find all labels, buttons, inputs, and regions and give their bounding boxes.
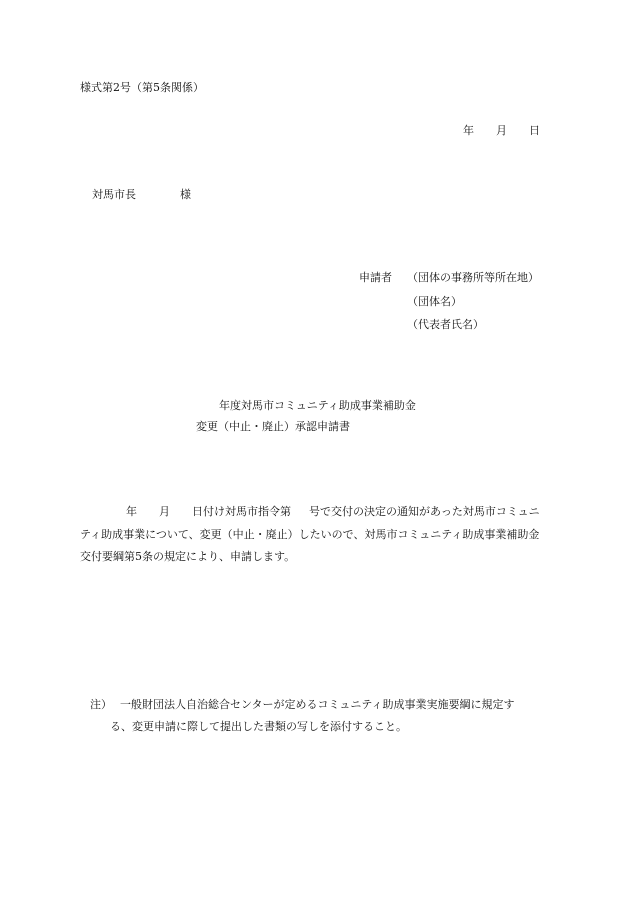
note <box>90 694 550 738</box>
form-number: 様式第2号（第5条関係） <box>80 81 204 94</box>
addressee-name: 対馬市長 <box>92 188 136 201</box>
note-line2: る、変更申請に際して提出した書類の写しを添付すること。 <box>110 720 407 733</box>
body-month: 月 <box>159 505 170 518</box>
applicant-field-representative: （代表者氏名） <box>407 318 484 331</box>
addressee-honorific: 様 <box>180 188 191 201</box>
applicant-label: 申請者 <box>359 271 392 284</box>
applicant-field-organization: （団体名） <box>407 294 462 308</box>
date-day: 日 <box>529 124 540 137</box>
applicant-field-address: （団体の事務所等所在地） <box>407 271 539 284</box>
note-line1: 一般財団法人自治総合センターが定めるコミュニティ助成事業実施要綱に規定す <box>120 698 515 711</box>
document-title-line2: 変更（中止・廃止）承認申請書 <box>196 420 350 433</box>
body-part1: 日付け対馬市指令第 <box>192 505 291 518</box>
document-title-line1: 年度対馬市コミュニティ助成事業補助金 <box>219 399 416 412</box>
addressee <box>92 188 191 202</box>
date-line <box>463 124 540 138</box>
body-year: 年 <box>126 505 137 518</box>
date-month: 月 <box>496 124 507 137</box>
applicant-fields <box>407 271 539 342</box>
body-paragraph <box>80 501 550 569</box>
note-label: 注） <box>90 698 112 711</box>
body-part2: 号で交付の決定の通知があった対馬市コミュニティ助成事業について、変更（中止・廃止）したいので、対馬市コミュニティ助成事業補助金交付要綱第5条の規定により、申請します。 <box>80 505 540 563</box>
date-year: 年 <box>463 124 474 137</box>
